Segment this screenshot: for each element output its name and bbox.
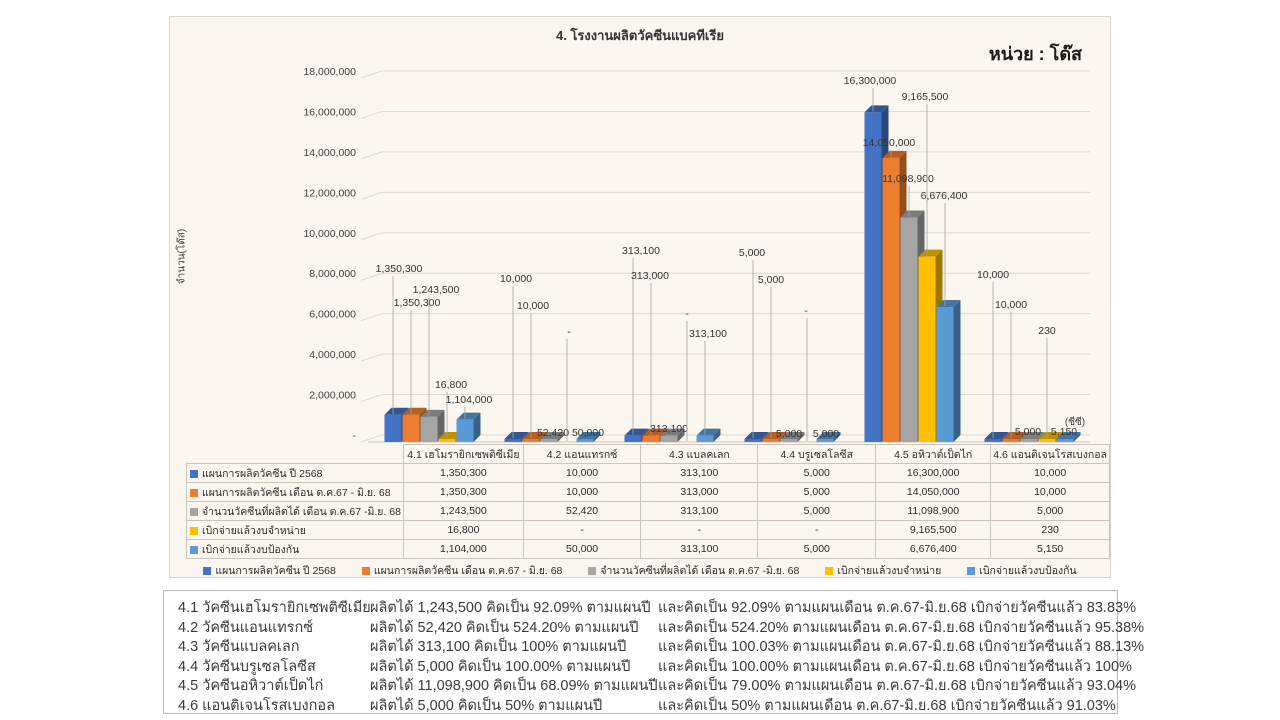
data-label: 5,000 — [757, 274, 785, 286]
data-label: 52,420 — [536, 427, 570, 439]
y-tick-label: - — [352, 430, 356, 442]
data-label: 16,300,000 — [843, 75, 897, 87]
data-label: 11,098,900 — [882, 173, 934, 185]
data-label: 6,676,400 — [920, 190, 968, 202]
legend-item — [203, 562, 335, 579]
table-value-cell: 50,000 — [523, 540, 641, 559]
bar — [865, 112, 882, 442]
data-label: 1,243,500 — [412, 284, 460, 296]
bar — [937, 307, 954, 442]
data-label: 1,104,000 — [445, 394, 493, 406]
table-value-cell: 5,000 — [758, 540, 876, 559]
series-color-key — [190, 508, 198, 516]
legend-color-swatch — [362, 567, 370, 575]
bar — [385, 415, 402, 442]
bar — [523, 439, 540, 442]
data-label: - — [567, 326, 571, 338]
bar — [577, 439, 594, 442]
table-value-cell: 5,150 — [991, 540, 1110, 559]
note-produced-text: ผลิตได้ 1,243,500 คิดเป็น 92.09% ตามแผนปี — [370, 600, 651, 617]
table-category-header: 4.3 แบลคเลก — [641, 445, 758, 464]
table-value-cell: 14,050,000 — [876, 483, 991, 502]
legend-label: เบิกจ่ายแล้วงบป้องกัน — [979, 565, 1077, 577]
legend-item — [588, 562, 799, 579]
data-label: 10,000 — [994, 299, 1028, 311]
data-label: 313,100 — [689, 328, 727, 340]
data-label: - — [804, 305, 808, 317]
table-value-cell: 5,000 — [758, 483, 876, 502]
table-value-cell: 52,420 — [523, 502, 641, 521]
table-category-header: 4.6 แอนติเจนโรสเบงกอล — [991, 445, 1110, 464]
y-tick-label: 2,000,000 — [309, 389, 356, 402]
data-label: 5,000 — [738, 247, 766, 259]
table-value-cell: 5,000 — [758, 464, 876, 483]
legend-color-swatch — [825, 567, 833, 575]
data-label: 9,165,500 — [901, 91, 949, 103]
y-tick-label: 10,000,000 — [303, 227, 356, 240]
table-value-cell: - — [758, 521, 876, 540]
table-header-row — [187, 445, 1110, 464]
table-value-cell: 5,000 — [991, 502, 1110, 521]
gridline-diagonal — [361, 435, 382, 442]
legend-label: แผนการผลิตวัคซีน เดือน ต.ค.67 - มิ.ย. 68 — [373, 565, 563, 577]
y-tick-label: 12,000,000 — [303, 187, 356, 200]
data-label: 5,000 — [812, 428, 840, 440]
series-color-key — [190, 470, 198, 478]
bar — [919, 257, 936, 442]
data-label: 313,100 — [650, 423, 688, 435]
bar — [901, 218, 918, 442]
table-row — [187, 483, 1110, 502]
data-label: 10,000 — [516, 300, 550, 312]
legend-label: แผนการผลิตวัคซีน ปี 2568 — [215, 565, 336, 577]
note-monthly-text: และคิดเป็น 79.00% ตามแผนเดือน ต.ค.67-มิ.ย.68 เบิกจ่ายวัคซีนแล้ว 93.04% — [658, 678, 1136, 695]
table-value-cell: 1,350,300 — [403, 464, 523, 483]
data-label: 1,350,300 — [375, 263, 423, 275]
data-label: 50,000 — [571, 427, 605, 439]
note-row — [178, 637, 1145, 657]
legend-item — [362, 562, 563, 579]
gridline-diagonal — [361, 192, 382, 199]
table-row — [187, 502, 1110, 521]
note-monthly-text: และคิดเป็น 100.03% ตามแผนเดือน ต.ค.67-มิ.ย.68 เบิกจ่ายวัคซีนแล้ว 88.13% — [658, 639, 1145, 656]
note-monthly-text: และคิดเป็น 50% ตามแผนเดือน ต.ค.67-มิ.ย.68 เบิกจ่ายวัคซีนแล้ว 91.03% — [658, 697, 1116, 714]
table-value-cell: 16,300,000 — [876, 464, 991, 483]
bar — [1021, 439, 1038, 442]
bar — [625, 436, 642, 442]
unit-label: หน่วย : โด๊ส — [988, 44, 1082, 64]
series-label-cell: จำนวนวัคซีนที่ผลิตได้ เดือน ต.ค.67 -มิ.ย. 68 — [187, 502, 404, 521]
table-corner-cell — [187, 445, 404, 464]
legend-label: จำนวนวัคซีนที่ผลิตได้ เดือน ต.ค.67 -มิ.ย. 68 — [600, 565, 800, 577]
table-value-cell: 10,000 — [523, 483, 641, 502]
table-row — [187, 521, 1110, 540]
data-label: 10,000 — [976, 269, 1010, 281]
y-tick-label: 6,000,000 — [309, 308, 356, 321]
gridline-diagonal — [361, 71, 382, 78]
note-item-name: 4.5 วัคซีนอหิวาต์เป็ดไก่ — [178, 678, 324, 695]
table-value-cell: 10,000 — [991, 483, 1110, 502]
series-label-cell: เบิกจ่ายแล้วงบจำหน่าย — [187, 521, 404, 540]
bar-side-face — [954, 300, 961, 442]
y-tick-label: 18,000,000 — [303, 66, 356, 78]
note-item-name: 4.3 วัคซีนแบลคเลก — [178, 639, 300, 656]
bar — [505, 439, 522, 442]
y-axis-title: จำนวน(โด๊ส) — [176, 228, 188, 285]
series-label-cell: แผนการผลิตวัคซีน เดือน ต.ค.67 - มิ.ย. 68 — [187, 483, 404, 502]
note-row — [178, 598, 1136, 618]
series-color-key — [190, 527, 198, 535]
series-color-key — [190, 489, 198, 497]
legend-item — [967, 562, 1076, 579]
table-value-cell: - — [523, 521, 641, 540]
data-label: 1,350,300 — [393, 297, 441, 309]
gridline-diagonal — [361, 314, 382, 321]
series-color-key — [190, 546, 198, 554]
table-value-cell: 1,243,500 — [403, 502, 523, 521]
table-value-cell: 230 — [991, 521, 1110, 540]
note-monthly-text: และคิดเป็น 524.20% ตามแผนเดือน ต.ค.67-มิ.ย.68 เบิกจ่ายวัคซีนแล้ว 95.38% — [658, 619, 1145, 636]
legend-color-swatch — [967, 567, 975, 575]
data-label: 16,800 — [434, 379, 468, 391]
bar — [541, 439, 558, 442]
legend-item — [825, 562, 941, 579]
chart-data-table — [186, 444, 1110, 559]
bar — [985, 439, 1002, 442]
note-monthly-text: และคิดเป็น 92.09% ตามแผนเดือน ต.ค.67-มิ.ย.68 เบิกจ่ายวัคซีนแล้ว 83.83% — [658, 600, 1136, 617]
table-value-cell: - — [641, 521, 758, 540]
bar — [1057, 439, 1074, 442]
bar — [745, 439, 762, 442]
gridline-diagonal — [361, 354, 382, 361]
note-item-name: 4.6 แอนติเจนโรสเบงกอล — [178, 697, 335, 714]
data-label: 313,100 — [622, 245, 660, 257]
note-produced-text: ผลิตได้ 5,000 คิดเป็น 100.00% ตามแผนปี — [370, 658, 631, 675]
table-value-cell: 313,100 — [641, 464, 758, 483]
axis-note: (ซีซี) — [1064, 417, 1086, 428]
table-category-header: 4.1 เฮโมรายิกเซพติซีเมีย — [403, 445, 523, 464]
note-row — [178, 696, 1117, 716]
note-row — [178, 676, 1136, 696]
bar — [421, 417, 438, 442]
y-tick-label: 4,000,000 — [309, 349, 356, 362]
gridline-diagonal — [361, 111, 382, 118]
chart-legend — [170, 562, 1110, 579]
table-value-cell: 313,100 — [641, 502, 758, 521]
table-value-cell: 6,676,400 — [876, 540, 991, 559]
table-value-cell: 1,104,000 — [403, 540, 523, 559]
table-value-cell: 5,000 — [758, 502, 876, 521]
table-value-cell: 16,800 — [403, 521, 523, 540]
table-value-cell: 10,000 — [991, 464, 1110, 483]
table-category-header: 4.5 อหิวาต์เป็ดไก่ — [876, 445, 991, 464]
bar — [1003, 439, 1020, 442]
table-value-cell: 313,100 — [641, 540, 758, 559]
note-produced-text: ผลิตได้ 11,098,900 คิดเป็น 68.09% ตามแผนปี — [370, 678, 658, 695]
data-label: 5,150 — [1050, 426, 1078, 438]
gridline-diagonal — [361, 395, 382, 402]
legend-label: เบิกจ่ายแล้วงบจำหน่าย — [837, 565, 942, 577]
legend-color-swatch — [203, 567, 211, 575]
y-tick-label: 8,000,000 — [309, 268, 356, 281]
table-row — [187, 464, 1110, 483]
table-value-cell: 11,098,900 — [876, 502, 991, 521]
summary-notes-panel — [163, 590, 1145, 714]
data-label: 5,000 — [1014, 426, 1042, 438]
table-value-cell: 9,165,500 — [876, 521, 991, 540]
bar — [643, 436, 660, 442]
vaccine-chart-panel — [169, 16, 1111, 578]
bar — [403, 415, 420, 442]
data-label: 5,000 — [775, 428, 803, 440]
note-produced-text: ผลิตได้ 5,000 คิดเป็น 50% ตามแผนปี — [370, 697, 603, 714]
note-produced-text: ผลิตได้ 52,420 คิดเป็น 524.20% ตามแผนปี — [370, 619, 639, 636]
data-label: 313,000 — [631, 270, 669, 282]
y-tick-label: 14,000,000 — [303, 146, 356, 159]
series-label-cell: เบิกจ่ายแล้วงบป้องกัน — [187, 540, 404, 559]
data-label: 230 — [1038, 325, 1056, 337]
table-value-cell: 313,000 — [641, 483, 758, 502]
legend-color-swatch — [588, 567, 596, 575]
bar — [1039, 439, 1056, 442]
chart-title: 4. โรงงานผลิตวัคซีนแบคทีเรีย — [556, 28, 724, 43]
note-item-name: 4.4 วัคซีนบรูเซลโลซีส — [178, 658, 316, 675]
data-label: - — [685, 308, 689, 320]
table-value-cell: 10,000 — [523, 464, 641, 483]
bar — [439, 439, 456, 442]
bar — [661, 436, 678, 442]
series-label-cell: แผนการผลิตวัคซีน ปี 2568 — [187, 464, 404, 483]
table-row — [187, 540, 1110, 559]
y-tick-label: 16,000,000 — [303, 106, 356, 119]
bar — [883, 158, 900, 442]
note-row — [178, 618, 1145, 638]
table-category-header: 4.2 แอนแทรกซ์ — [523, 445, 641, 464]
bar — [457, 420, 474, 442]
data-label: 10,000 — [499, 273, 533, 285]
table-value-cell: 1,350,300 — [403, 483, 523, 502]
bar — [697, 436, 714, 442]
note-produced-text: ผลิตได้ 313,100 คิดเป็น 100% ตามแผนปี — [370, 639, 627, 656]
gridline-diagonal — [361, 152, 382, 159]
table-category-header: 4.4 บรูเซลโลซีส — [758, 445, 876, 464]
note-item-name: 4.2 วัคซีนแอนแทรกซ์ — [178, 619, 314, 636]
data-label: 14,050,000 — [862, 137, 916, 149]
note-item-name: 4.1 วัคซีนเฮโมรายิกเซพติซีเมีย — [178, 600, 371, 617]
note-row — [178, 657, 1132, 677]
note-monthly-text: และคิดเป็น 100.00% ตามแผนเดือน ต.ค.67-มิ.ย.68 เบิกจ่ายวัคซีนแล้ว 100% — [658, 658, 1132, 675]
gridline-diagonal — [361, 233, 382, 240]
